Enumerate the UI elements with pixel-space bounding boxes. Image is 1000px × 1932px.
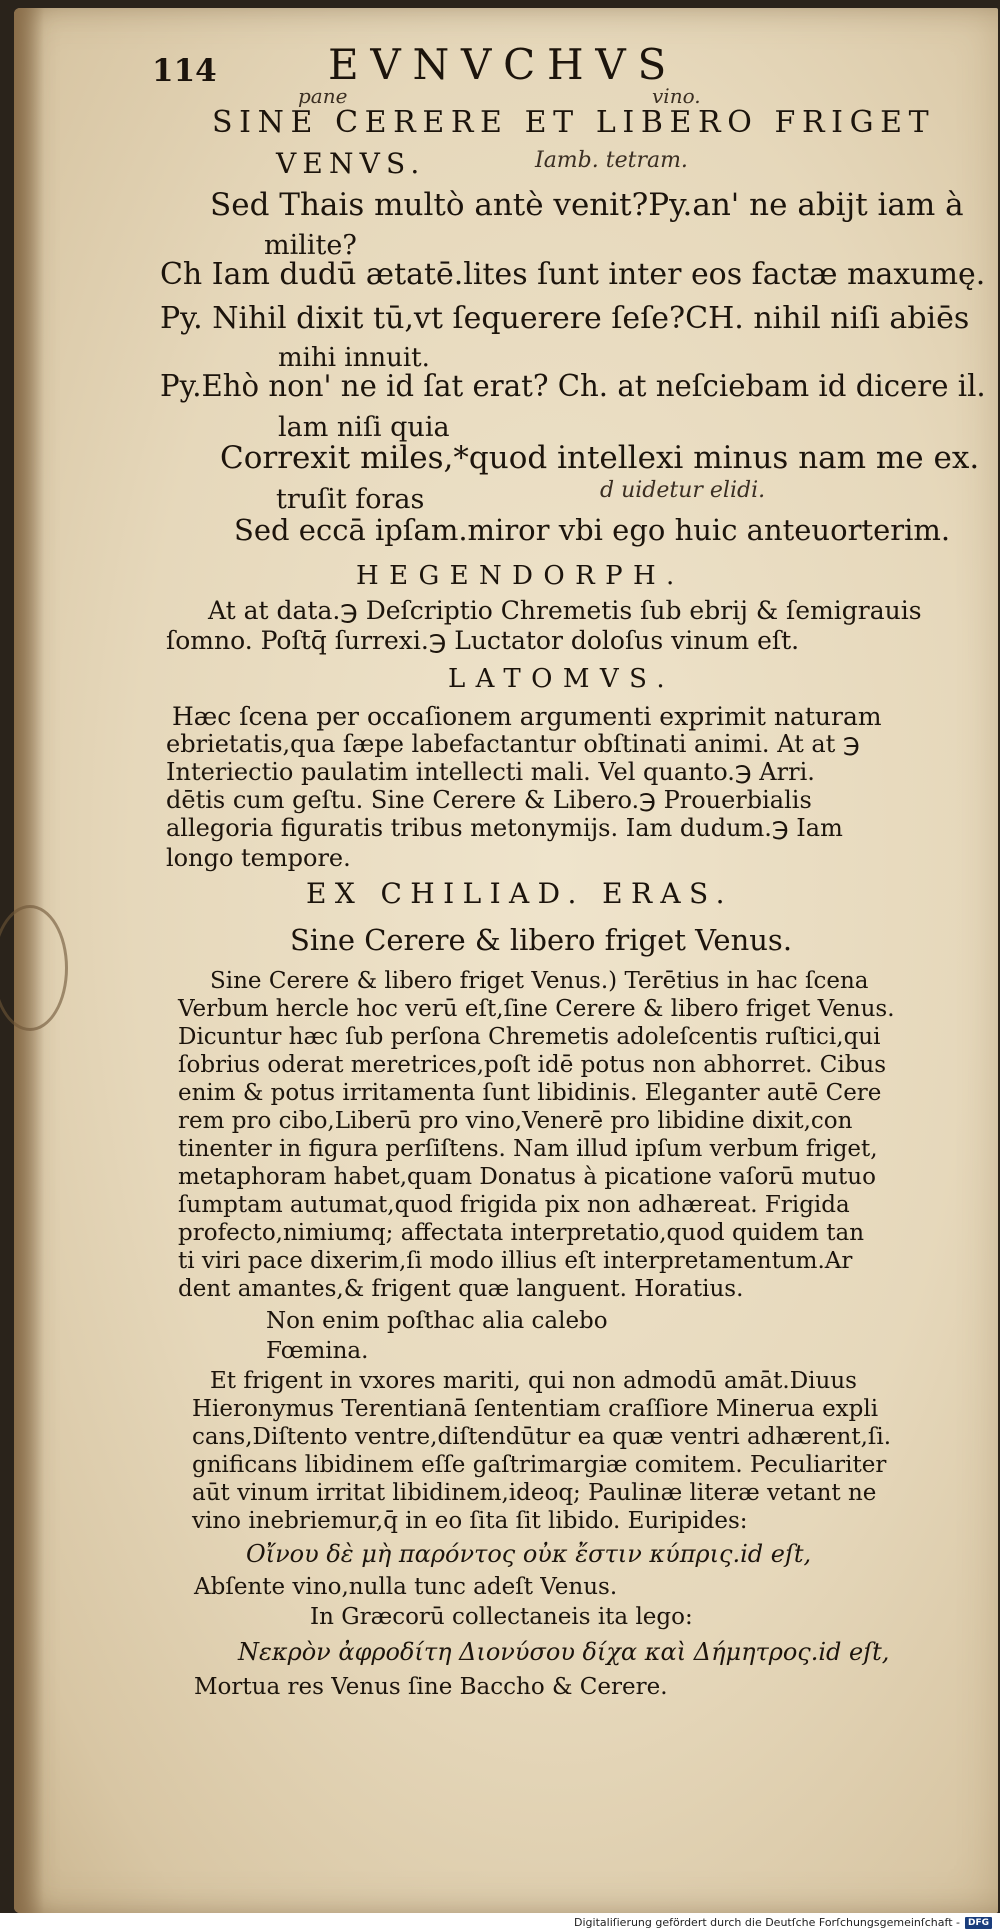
text-line: enim & potus irritamenta ſunt libidinis. Eleganter autē Cere <box>178 1080 882 1106</box>
text-line: Correxit miles,*quod intellexi minus nam me ex. <box>220 440 980 476</box>
running-head: EVNVCHVS <box>328 40 679 89</box>
text-line: metaphoram habet,quam Donatus à picatione vaſorū mutuo <box>178 1164 876 1190</box>
annotation-above-cerere: pane <box>298 84 348 108</box>
text-line: tinenter in figura perſiſtens. Nam illud ipſum verbum friget, <box>178 1136 878 1162</box>
annotation-meter: Iamb. tetram. <box>535 148 688 173</box>
text-line: Mortua res Venus ſine Baccho & Cerere. <box>194 1674 668 1700</box>
text-line: ebrietatis,qua ſæpe labefactantur obſtinati animi. At at ℈ <box>166 730 860 758</box>
footer-credit: Digitaliſierung gefördert durch die Deutſche Forſchungsgemeinſchaft - <box>574 1916 960 1929</box>
text-line: dētis cum geſtu. Sine Cerere & Libero.℈ Prouerbialis <box>166 786 812 814</box>
text-line: dent amantes,& frigent quæ languent. Horatius. <box>178 1276 744 1302</box>
digitization-footer <box>0 1913 1000 1932</box>
text-line: Abſente vino,nulla tunc adeſt Venus. <box>194 1574 618 1600</box>
subheading: Sine Cerere & libero friget Venus. <box>290 923 793 957</box>
text-line: cans,Diſtento ventre,diſtendūtur ea quæ ventri adhærent,ſi. <box>192 1424 892 1450</box>
text-line: In Græcorū collectaneis ita lego: <box>310 1604 693 1630</box>
verse-line: Non enim poſthac alia calebo <box>266 1308 608 1334</box>
text-line: Sed Thais multò antè venit?Py.an' ne abijt iam à <box>210 187 964 223</box>
text-line: Ch Iam dudū ætatē.lites ſunt inter eos factæ maxumę. <box>160 257 986 292</box>
text-line: lam niſi quia <box>278 412 450 443</box>
section-heading: HEGENDORPH. <box>356 561 685 591</box>
text-line: Sed eccā ipſam.miror vbi ego huic anteuorterim. <box>234 513 951 547</box>
text-line: profecto,nimiumq; affectata interpretatio,quod quidem tan <box>178 1220 865 1246</box>
greek-line: Νεκρὸν ἀφροδίτη Διονύσου δίχα καὶ Δήμητρος.id eſt, <box>238 1638 890 1666</box>
annotation-above-head: vino. <box>652 84 701 108</box>
text-line: Interiectio paulatim intellecti mali. Vel quanto.℈ Arri. <box>166 758 815 786</box>
text-line: VENVS. <box>276 147 426 180</box>
text-line: SINE CERERE ET LIBERO FRIGET <box>212 105 936 140</box>
greek-line: Οἴνου δὲ μὴ παρόντος οὐκ ἔστιν κύπρις.id eſt, <box>246 1540 812 1568</box>
section-heading: LATOMVS. <box>448 664 676 694</box>
text-line: ti viri pace dixerim,ſi modo illius eſt interpretamentum.Ar <box>178 1248 853 1274</box>
text-line: Hieronymus Terentianā ſententiam craſſiore Minerua expli <box>192 1396 879 1422</box>
text-line: Hæc ſcena per occaſionem argumenti exprimit naturam <box>172 702 882 731</box>
text-line: Py. Nihil dixit tū,vt ſequerere ſeſe?CH. nihil niſi abiēs <box>160 301 970 336</box>
section-heading: EX CHILIAD. ERAS. <box>306 877 733 910</box>
text-line: Py.Ehò non' ne id ſat erat? Ch. at neſciebam id dicere il. <box>160 369 986 404</box>
text-line: ſumptam autumat,quod frigida pix non adhæreat. Frigida <box>178 1192 850 1218</box>
text-line: Dicuntur hæc ſub perſona Chremetis adoleſcentis ruſtici,qui <box>178 1024 881 1050</box>
text-line: ſobrius oderat meretrices,poſt idē potus non abhorret. Cibus <box>178 1052 887 1078</box>
text-line: milite? <box>264 230 357 261</box>
text-line: mihi innuit. <box>278 343 430 373</box>
text-line: truſit foras <box>276 484 425 515</box>
text-line: allegoria figuratis tribus metonymijs. Iam dudum.℈ Iam <box>166 814 843 842</box>
annotation-below-foras: d uidetur elidi. <box>600 478 766 503</box>
text-line: gnificans libidinem eſſe gaſtrimargiæ comitem. Peculiariter <box>192 1452 887 1478</box>
text-line: At at data.℈ Deſcriptio Chremetis ſub ebrij & ſemigrauis <box>208 596 922 625</box>
page-number: 114 <box>152 53 217 89</box>
text-line: vino inebriemur,q̄ in eo ſita ſit libido. Euripides: <box>192 1508 748 1534</box>
text-line: ſomno. Poſtq̄ ſurrexi.℈ Luctator doloſus vinum eſt. <box>166 626 800 655</box>
text-line: Sine Cerere & libero friget Venus.) Terētius in hac ſcena <box>210 968 869 994</box>
text-line: Et frigent in vxores mariti, qui non admodū amāt.Diuus <box>210 1368 857 1394</box>
text-line: aūt vinum irritat libidinem,ideoq; Paulinæ literæ vetant ne <box>192 1480 877 1506</box>
text-line: Verbum hercle hoc verū eſt,ſine Cerere & libero friget Venus. <box>178 996 895 1022</box>
text-line: rem pro cibo,Liberū pro vino,Venerē pro libidine dixit,con <box>178 1108 853 1134</box>
text-line: longo tempore. <box>166 844 351 872</box>
verse-line: Fœmina. <box>266 1338 369 1364</box>
dfg-logo-icon: DFG <box>965 1917 992 1929</box>
